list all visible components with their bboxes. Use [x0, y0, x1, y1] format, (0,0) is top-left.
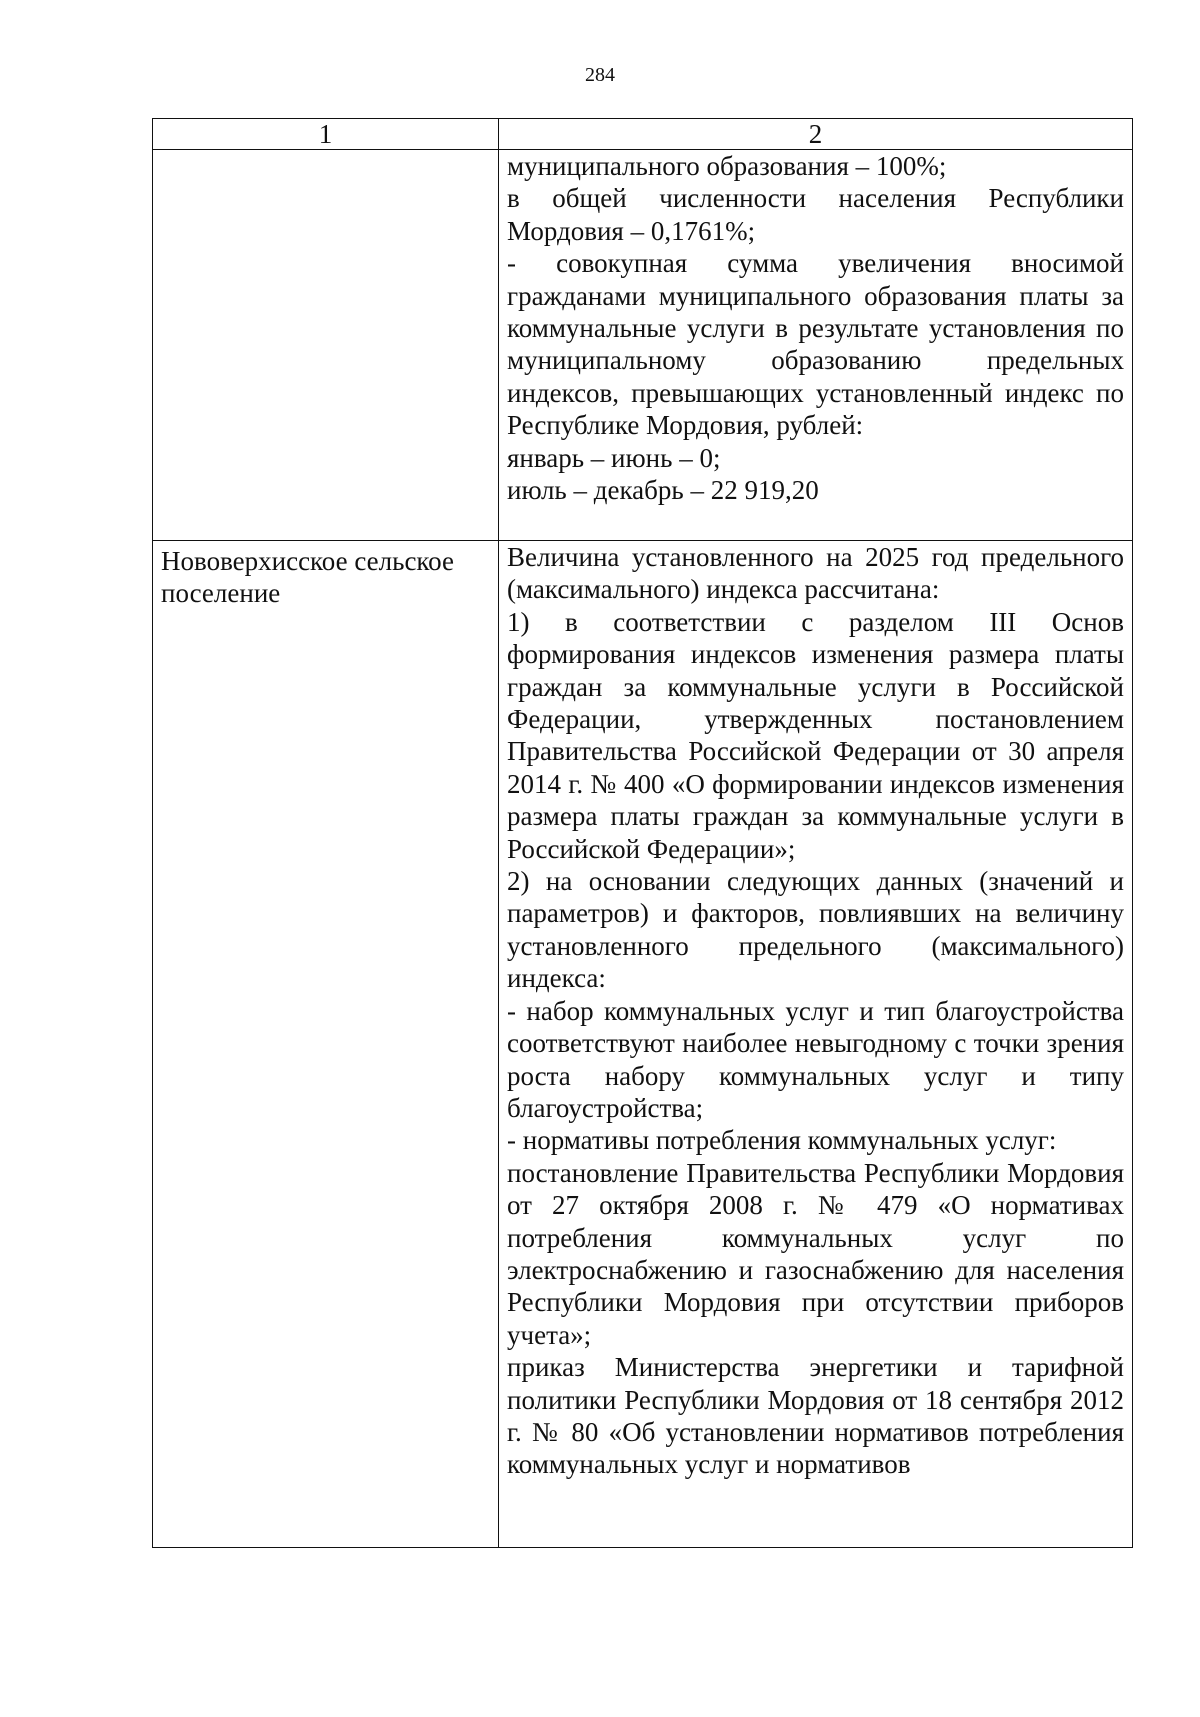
- table-header-row: [153, 119, 1133, 150]
- paragraph: - нормативы потребления коммунальных услуг:: [507, 1125, 1057, 1156]
- paragraph: июль – декабрь – 22 919,20: [507, 475, 819, 506]
- paragraph: Величина установленного на 2025 год предельного (максимального) индекса рассчитана:: [507, 542, 1124, 605]
- paragraph: январь – июнь – 0;: [507, 442, 721, 473]
- description-cell: [499, 150, 1133, 541]
- document-table: [152, 118, 1133, 1548]
- table-row: [153, 150, 1133, 541]
- paragraph: приказ Министерства энергетики и тарифной политики Республики Мордовия от 18 сентября 2012 г. № 80 «Об установлении нормативов потребления коммунальных услуг и нормативов: [507, 1352, 1124, 1480]
- paragraph: 1) в соответствии с разделом III Основ формирования индексов изменения размера платы граждан за коммунальные услуги в Российской Федерации, утвержденных постановлением Правительства Российской Федерации от 30 апреля 2014 г. № 400 «О формировании индексов изменения размера платы граждан за коммунальные услуги в Российской Федерации»;: [507, 606, 1124, 864]
- paragraph: - совокупная сумма увеличения вносимой гражданами муниципального образования платы за коммунальные услуги в результате установления по муниципальному образованию предельных индексов, превышающих установленный индекс по Республике Мордовия, рублей:: [507, 248, 1124, 441]
- description-cell: [499, 541, 1133, 1548]
- paragraph: 2) на основании следующих данных (значений и параметров) и факторов, повлиявших на величину установленного предельного (максимального) индекса:: [507, 866, 1124, 994]
- paragraph: в общей численности населения Республики Мордовия – 0,1761%;: [507, 183, 1124, 246]
- paragraph: - набор коммунальных услуг и тип благоустройства соответствуют наиболее невыгодному с точки зрения роста набору коммунальных услуг и типу благоустройства;: [507, 995, 1124, 1123]
- column-header-2: 2: [499, 119, 1133, 150]
- table-row: [153, 541, 1133, 1548]
- page-number: 284: [585, 64, 615, 86]
- paragraph: постановление Правительства Республики Мордовия от 27 октября 2008 г. № 479 «О нормативах потребления коммунальных услуг по электроснабжению и газоснабжению для населения Республики Мордовия при отсутствии приборов учета»;: [507, 1157, 1124, 1350]
- municipality-name-cell: [153, 150, 499, 541]
- paragraph: муниципального образования – 100%;: [507, 151, 947, 181]
- column-header-1: 1: [153, 119, 499, 150]
- municipality-name-cell: Нововерхисское сельское поселение: [153, 541, 499, 1548]
